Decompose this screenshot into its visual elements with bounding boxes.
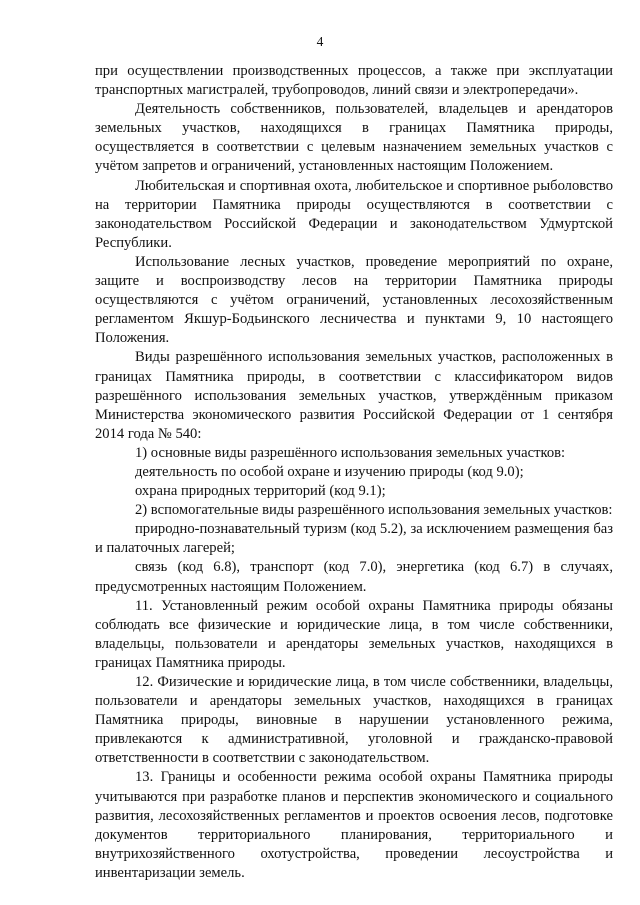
paragraph-section-13: 13. Границы и особенности режима особой охраны Памятника природы учитываются при разработке планов и перспектив экономического и социального развития, лесохозяйственных регламентов и проектов освоения лесов, подготовке документов территориального планирования, территориального и внутрихозяйственного охотустройства, проведении лесоустройства и инвентаризации земель.	[95, 769, 613, 881]
paragraph-section-12: 12. Физические и юридические лица, в том числе собственники, владельцы, пользователи и арендаторы земельных участков, находящихся в границах Памятника природы, виновные в нарушении установленного режима, привлекаются к административной, уголовной и гражданско-правовой ответственности в соответствии с законодательством.	[95, 674, 613, 767]
list-item-tourism: природно-познавательный туризм (код 5.2), за исключением размещения баз и палаточных лагерей;	[95, 521, 613, 557]
paragraph-owners-activity: Деятельность собственников, пользователей, владельцев и арендаторов земельных участков, находящихся в границах Памятника природы, осуществляется в соответствии с целевым назначением земельных участков с учётом запретов и ограничений, установленных настоящим Положением.	[95, 101, 613, 175]
list-item-main-types: 1) основные виды разрешённого использования земельных участков:	[135, 444, 566, 461]
list-item-nature-protection: деятельность по особой охране и изучению природы (код 9.0);	[135, 463, 524, 480]
page-number: 4	[316, 34, 324, 49]
list-item-territory-protection: охрана природных территорий (код 9.1);	[135, 483, 386, 500]
document-body	[95, 62, 613, 883]
paragraph-permitted-use-types: Виды разрешённого использования земельных участков, расположенных в границах Памятника природы, в соответствии с классификатором видов разрешённого использования земельных участков, утверждённым приказом Министерства экономического развития Российской Федерации от 1 сентября 2014 года № 540:	[95, 349, 613, 442]
paragraph-continuation: при осуществлении производственных процессов, а также при эксплуатации транспортных магистралей, трубопроводов, линий связи и электропередачи».	[95, 63, 613, 99]
paragraph-hunting-fishing: Любительская и спортивная охота, любительское и спортивное рыболовство на территории Памятника природы осуществляются в соответствии с законодательством Российской Федерации и законодательством Удмуртской Республики.	[95, 177, 613, 251]
list-item-auxiliary-types: 2) вспомогательные виды разрешённого использования земельных участков:	[135, 502, 613, 519]
list-item-communications: связь (код 6.8), транспорт (код 7.0), энергетика (код 6.7) в случаях, предусмотренных настоящим Положением.	[95, 559, 613, 595]
paragraph-forest-use: Использование лесных участков, проведение мероприятий по охране, защите и воспроизводству лесов на территории Памятника природы осуществляются с учётом ограничений, установленных лесохозяйственным регламентом Якшур-Бодьинского лесничества и пунктами 9, 10 настоящего Положения.	[95, 253, 613, 347]
paragraph-section-11: 11. Установленный режим особой охраны Памятника природы обязаны соблюдать все физические и юридические лица, в том числе собственники, владельцы, пользователи и арендаторы земельных участков, находящихся в границах Памятника природы.	[95, 597, 613, 671]
